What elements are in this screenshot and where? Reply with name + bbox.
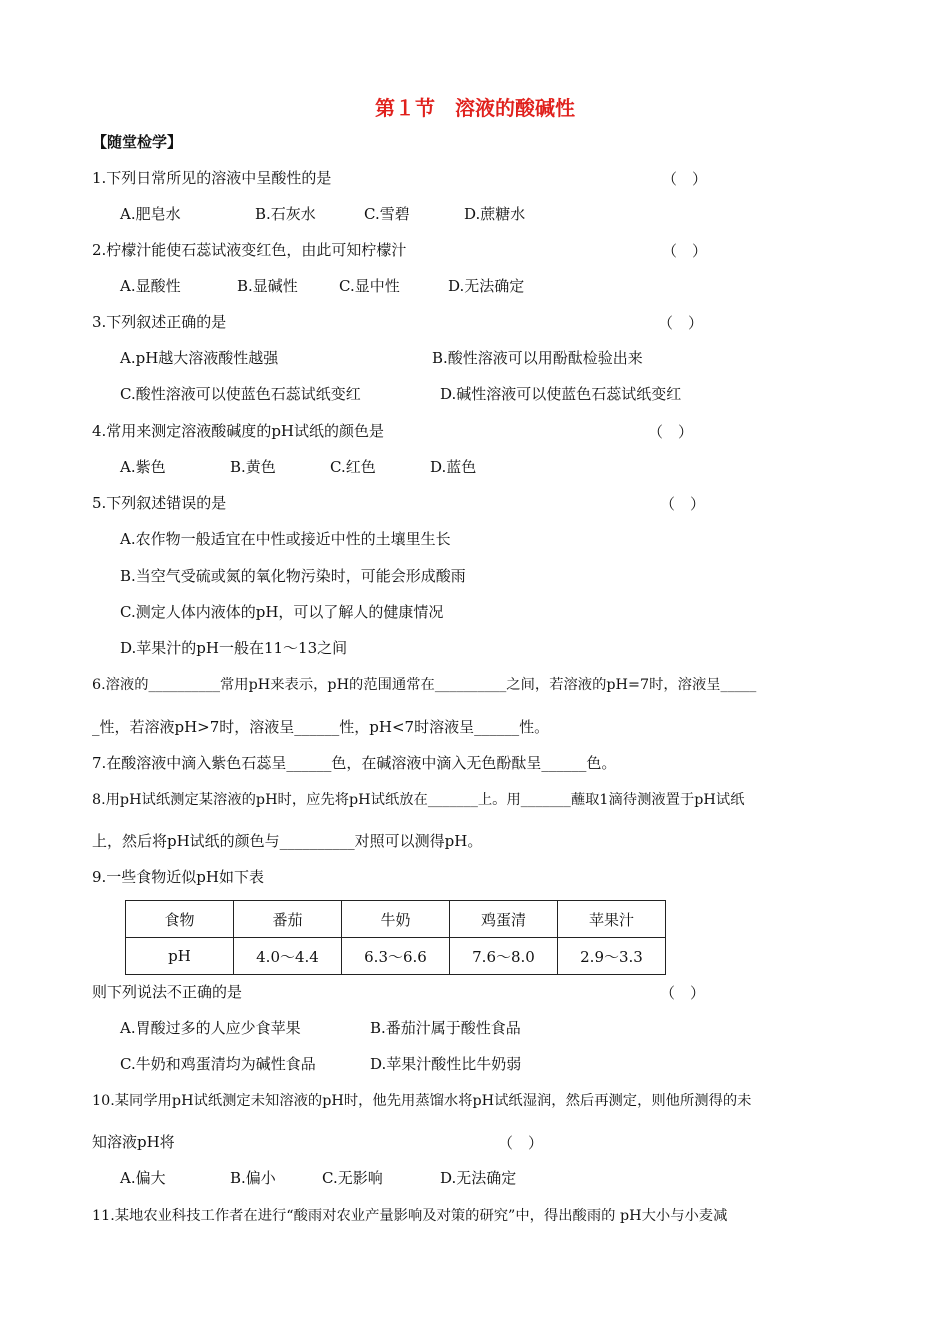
q9-option-a: A.胃酸过多的人应少食苹果	[120, 1019, 301, 1037]
q4-option-d: D.蓝色	[430, 458, 477, 476]
q10-option-d: D.无法确定	[440, 1169, 517, 1187]
table-row	[126, 938, 666, 975]
table-cell: 7.6～8.0	[450, 938, 558, 975]
q2-option-a: A.显酸性	[120, 277, 181, 295]
q5-option-b: B.当空气受硫或氮的氧化物污染时，可能会形成酸雨	[120, 567, 466, 585]
table-cell: 6.3～6.6	[342, 938, 450, 975]
table-cell: 牛奶	[342, 901, 450, 938]
q3-option-c: C.酸性溶液可以使蓝色石蕊试纸变红	[120, 385, 361, 403]
question-9-prompt: 则下列说法不正确的是	[92, 983, 243, 1001]
q1-option-b: B.石灰水	[255, 205, 316, 223]
answer-bracket-10: （ ）	[498, 1134, 544, 1152]
q5-option-d: D.苹果汁的pH一般在11～13之间	[120, 639, 348, 657]
question-9: 9.一些食物近似pH如下表	[92, 868, 264, 886]
question-8-line-2: 上，然后将pH试纸的颜色与__________对照可以测得pH。	[92, 832, 483, 850]
q10-option-c: C.无影响	[322, 1169, 383, 1187]
q1-option-a: A.肥皂水	[120, 205, 181, 223]
q4-option-b: B.黄色	[230, 458, 276, 476]
question-5: 5.下列叙述错误的是	[92, 494, 227, 512]
question-4: 4.常用来测定溶液酸碱度的pH试纸的颜色是	[92, 422, 384, 440]
answer-bracket-4: （ ）	[648, 423, 694, 441]
question-8-line-1: 8.用pH试纸测定某溶液的pH时，应先将pH试纸放在_______上。用_______蘸取1滴待测液置于pH试纸	[92, 792, 745, 808]
page-title: 第１节 溶液的酸碱性	[375, 96, 575, 120]
section-heading: 【随堂检学】	[92, 133, 183, 151]
table-cell: 食物	[126, 901, 234, 938]
question-6-line-1: 6.溶液的__________常用pH来表示，pH的范围通常在__________之间，若溶液的pH=7时，溶液呈_____	[92, 677, 757, 693]
q2-option-b: B.显碱性	[237, 277, 298, 295]
q10-option-b: B.偏小	[230, 1169, 276, 1187]
q10-option-a: A.偏大	[120, 1169, 166, 1187]
table-cell: 番茄	[234, 901, 342, 938]
question-10-line-2: 知溶液pH将	[92, 1133, 175, 1151]
q1-option-d: D.蔗糖水	[464, 205, 526, 223]
question-6-line-2: _性，若溶液pH>7时，溶液呈______性，pH<7时溶液呈______性。	[92, 718, 550, 736]
q3-option-d: D.碱性溶液可以使蓝色石蕊试纸变红	[440, 385, 682, 403]
table-cell: pH	[126, 938, 234, 975]
table-header-row	[126, 901, 666, 938]
q2-option-d: D.无法确定	[448, 277, 525, 295]
q1-option-c: C.雪碧	[364, 205, 410, 223]
question-10-line-1: 10.某同学用pH试纸测定未知溶液的pH时，他先用蒸馏水将pH试纸湿润，然后再测定，则他所测得的未	[92, 1093, 752, 1109]
table-cell: 4.0～4.4	[234, 938, 342, 975]
q4-option-c: C.红色	[330, 458, 376, 476]
q9-option-d: D.苹果汁酸性比牛奶弱	[370, 1055, 522, 1073]
q3-option-b: B.酸性溶液可以用酚酞检验出来	[432, 349, 643, 367]
table-cell: 2.9～3.3	[558, 938, 666, 975]
q9-option-b: B.番茄汁属于酸性食品	[370, 1019, 521, 1037]
answer-bracket-5: （ ）	[660, 495, 706, 513]
table-cell: 鸡蛋清	[450, 901, 558, 938]
answer-bracket-3: （ ）	[658, 314, 704, 332]
question-7: 7.在酸溶液中滴入紫色石蕊呈______色，在碱溶液中滴入无色酚酞呈______色。	[92, 754, 617, 772]
ph-table	[125, 900, 666, 975]
answer-bracket-2: （ ）	[662, 242, 708, 260]
q9-option-c: C.牛奶和鸡蛋清均为碱性食品	[120, 1055, 316, 1073]
q5-option-c: C.测定人体内液体的pH，可以了解人的健康情况	[120, 603, 444, 621]
answer-bracket-1: （ ）	[662, 170, 708, 188]
answer-bracket-9: （ ）	[660, 984, 706, 1002]
q4-option-a: A.紫色	[120, 458, 166, 476]
q5-option-a: A.农作物一般适宜在中性或接近中性的土壤里生长	[120, 530, 451, 548]
question-3: 3.下列叙述正确的是	[92, 313, 227, 331]
question-11: 11.某地农业科技工作者在进行“酸雨对农业产量影响及对策的研究”中，得出酸雨的 pH大小与小麦减	[92, 1208, 728, 1224]
question-2: 2.柠檬汁能使石蕊试液变红色，由此可知柠檬汁	[92, 241, 407, 259]
q2-option-c: C.显中性	[339, 277, 400, 295]
question-1: 1.下列日常所见的溶液中呈酸性的是	[92, 169, 332, 187]
table-cell: 苹果汁	[558, 901, 666, 938]
q3-option-a: A.pH越大溶液酸性越强	[120, 349, 279, 367]
